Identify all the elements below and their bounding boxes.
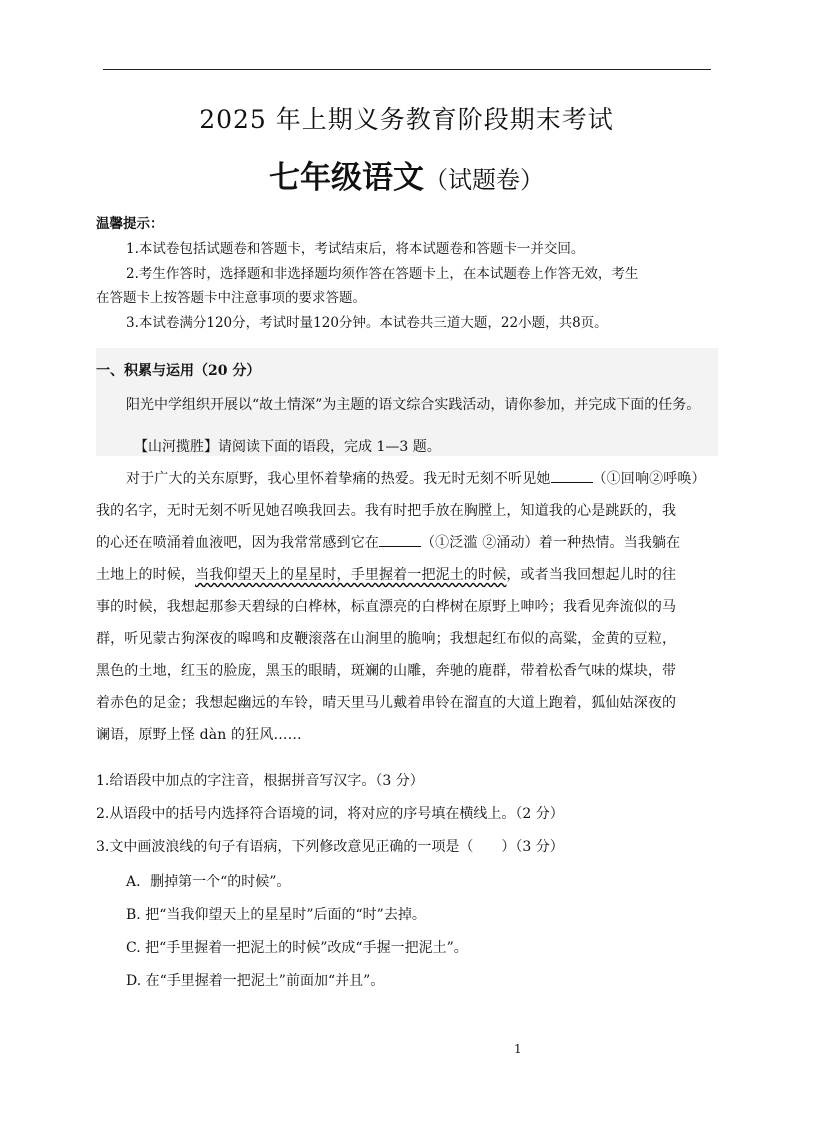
option-d: D. 在“手里握着一把泥土”前面加“并且”。	[126, 973, 385, 989]
passage-text: 土地上的时候，	[96, 567, 196, 583]
passage-text: 对于广大的关东原野，我心里怀着挚痛的热爱。我无时无刻不听见她	[126, 471, 551, 487]
question-2: 2.从语段中的括号内选择符合语境的词，将对应的序号填在横线上。（2 分）	[96, 806, 564, 822]
passage-line-4	[96, 564, 676, 584]
passage-text: 的心还在喷涌着血液吧，因为我常常感到它在	[96, 535, 379, 551]
task-instruction: 【山河揽胜】请阅读下面的语段，完成 1—3 题。	[134, 439, 441, 455]
notice-line-1: 1.本试卷包括试题卷和答题卡，考试结束后，将本试题卷和答题卡一并交回。	[126, 241, 585, 257]
header-rule	[103, 69, 711, 70]
question-3: 3.文中画波浪线的句子有语病，下列修改意见正确的一项是（ ）（3 分）	[96, 839, 564, 855]
answer-blank-2	[379, 533, 421, 547]
subject-title: 七年级语文	[269, 160, 424, 196]
notice-line-4: 3.本试卷满分120分，考试时量120分钟。本试卷共三道大题，22小题，共8页。	[126, 315, 608, 331]
passage-line-1	[126, 468, 706, 488]
passage-line-8: 着赤色的足金；我想起幽远的车铃，晴天里马儿戴着串铃在溜直的大道上跑着，狐仙姑深夜的	[96, 695, 677, 711]
wavy-underlined-sentence: 当我仰望天上的星星时，手里握着一把泥土的时候	[195, 567, 507, 583]
exam-subtitle	[0, 152, 813, 197]
answer-blank-1	[551, 469, 593, 483]
paper-type: （试题卷）	[424, 166, 544, 194]
exam-title: 2025 年上期义务教育阶段期末考试	[199, 105, 614, 134]
passage-line-5: 事的时候，我想起那参天碧绿的白桦林，标直漂亮的白桦树在原野上呻吟；我看见奔流似的马	[96, 599, 677, 615]
notice-title: 温馨提示：	[96, 216, 164, 232]
passage-text: （①回响②呼唤）	[592, 471, 706, 487]
section-heading: 一、积累与运用（20 分）	[96, 363, 261, 379]
option-a: A．删掉第一个“的时候”。	[126, 874, 291, 890]
passage-text: ，或者当我回想起儿时的往	[506, 567, 677, 583]
option-c: C. 把“手里握着一把泥土的时候”改成“手握一把泥土”。	[126, 940, 468, 956]
section-intro: 阳光中学组织开展以“故土情深”为主题的语文综合实践活动，请你参加，并完成下面的任务。	[126, 397, 701, 413]
passage-line-2: 我的名字，无时无刻不听见她召唤我回去。我有时把手放在胸膛上，知道我的心是跳跃的，我	[96, 503, 677, 519]
passage-line-9: 谰语，原野上怪 dàn 的狂风……	[96, 727, 302, 743]
passage-line-7: 黑色的土地，红玉的脸庞，黑玉的眼睛，斑斓的山雕，奔驰的鹿群，带着松香气味的煤块，带	[96, 663, 677, 679]
option-b: B. 把“当我仰望天上的星星时”后面的“时”去掉。	[126, 907, 426, 923]
notice-line-2: 2.考生作答时，选择题和非选择题均须作答在答题卡上，在本试题卷上作答无效，考生	[126, 266, 639, 282]
page-number: 1	[514, 1042, 522, 1056]
passage-text: （①泛滥 ②涌动）着一种热情。当我躺在	[421, 535, 681, 551]
notice-line-3: 在答题卡上按答题卡中注意事项的要求答题。	[96, 290, 366, 306]
question-1: 1.给语段中加点的字注音，根据拼音写汉字。（3 分）	[96, 773, 424, 789]
passage-line-6: 群，听见蒙古狗深夜的嗥鸣和皮鞭滚落在山涧里的脆响；我想起红布似的高粱，金黄的豆粒，	[96, 631, 677, 647]
passage-line-3	[96, 532, 680, 552]
